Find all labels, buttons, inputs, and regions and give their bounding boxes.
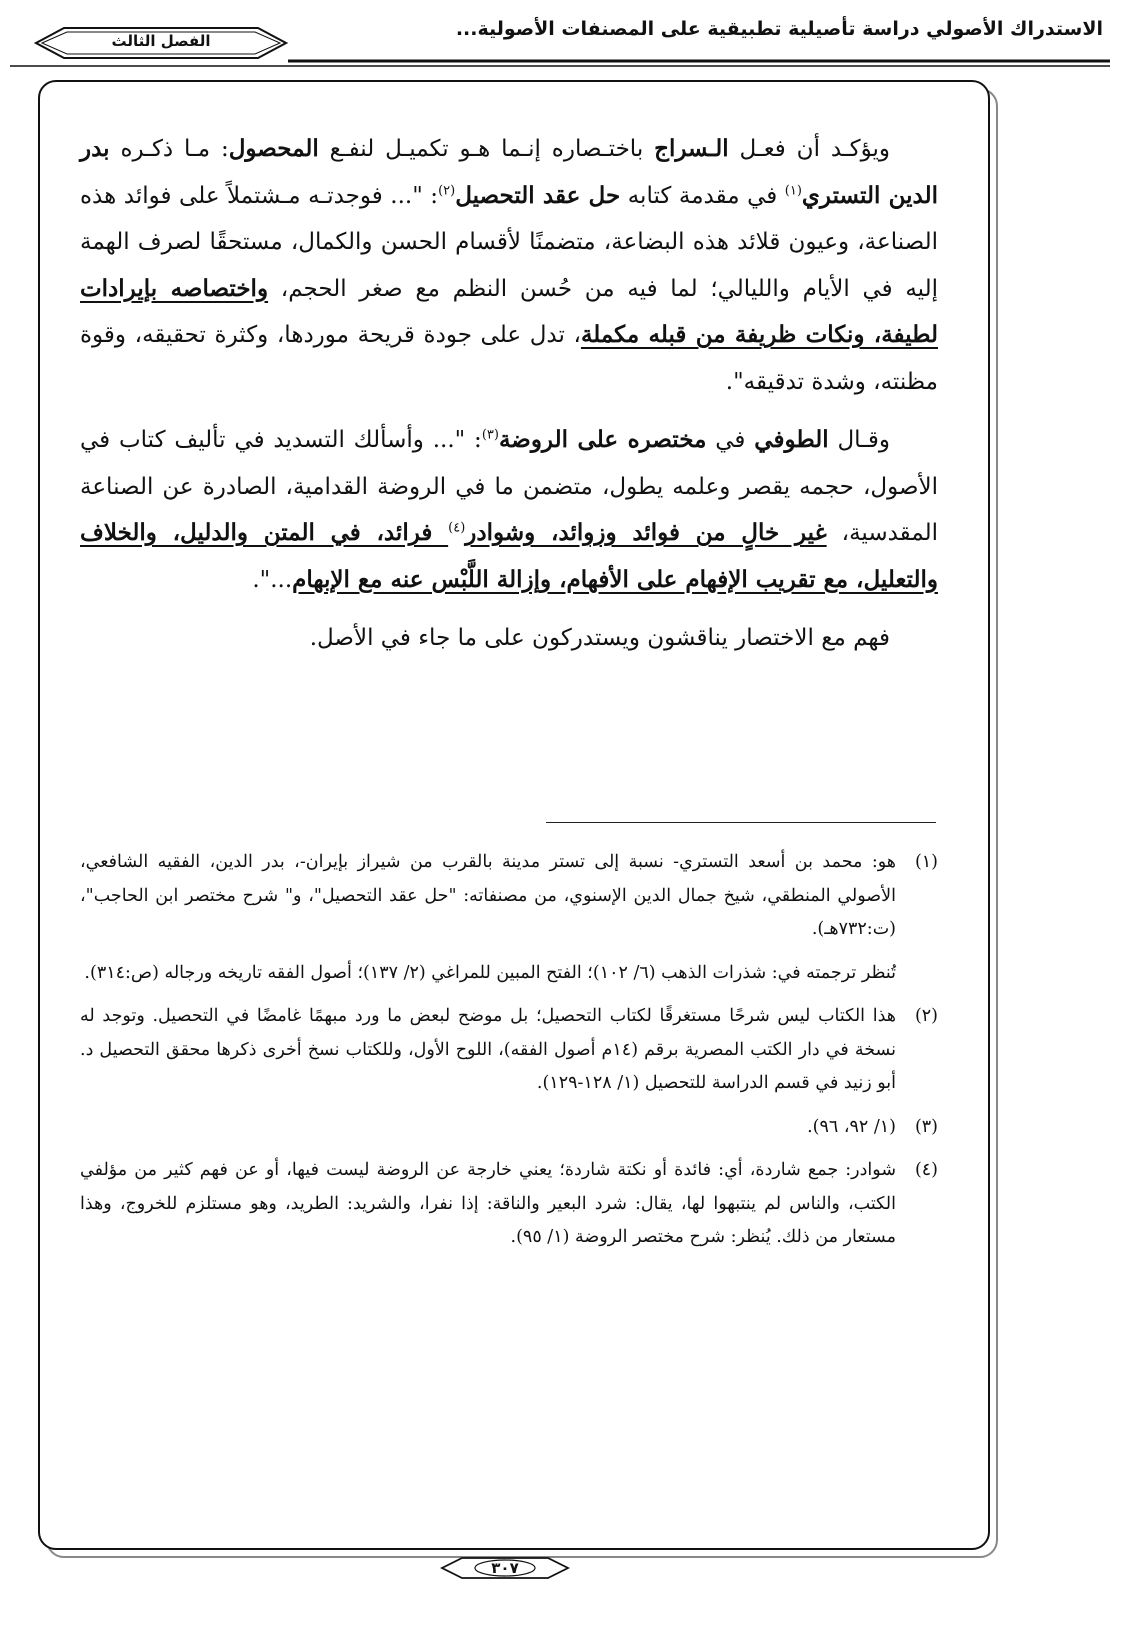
text-span: : "... وأسألك التسديد في تأليف كتاب في الأصول، حجمه يقصر وعلمه يطول، متضمن ما في الروضة القدامية، الصادرة عن الصناعة المقدسية، (80, 427, 939, 546)
footnote-1 (80, 846, 938, 990)
footnote-4 (80, 1154, 938, 1255)
header-rule (0, 59, 1121, 71)
paragraph-2 (80, 417, 938, 603)
text-span: : مـا ذكـره (109, 136, 229, 162)
underlined-quote: فرائد، في المتن والدليل، والخلاف والتعليل، مع تقريب الإفهام على الأفهام، وإزالة اللَّبْس عنه مع الإبهام (80, 519, 938, 593)
page-header (0, 0, 1121, 78)
text-span: في (706, 427, 755, 453)
underlined-quote: غير خالٍ من فوائد وزوائد، وشوادر (465, 519, 827, 546)
footnote-ref: (٣) (481, 427, 499, 443)
footnote-text: (١/ ٩٢، ٩٦). (807, 1116, 896, 1137)
text-span: وقـال (828, 427, 890, 453)
paragraph-3: فهم مع الاختصار يناقشون ويستدركون على ما جاء في الأصل. (309, 625, 890, 651)
footnote-ref: (٤) (448, 520, 466, 536)
chapter-label: الفصل الثالث (111, 32, 211, 50)
footnote-ref: (١) (784, 182, 802, 198)
underlined-quote: واختصاصه بإيرادات لطيفة، ونكات ظريفة من قبله مكملة (80, 274, 938, 348)
text-span: : "... فوجدتـه مـشتملاً على فوائد هذه الصناعة، وعيون قلائد هذه البضاعة، متضمنًا لأقسام الحسن والكمال، مستحقًا لصرف الهمة إليه في الأيام والليالي؛ لما فيه من حُسن النظم مع صغر الحجم، (80, 182, 938, 302)
footnote-number: (٢) (914, 1006, 938, 1026)
page-number-badge (440, 1555, 570, 1581)
page-number: ٣٠٧ (491, 1559, 519, 1577)
text-span: في مقدمة كتابه (620, 182, 785, 209)
footnote-ref: (٢) (438, 182, 456, 198)
text-span: ، تدل على جودة قريحة موردها، وكثرة تحقيقه، وقوة مظنته، وشدة تدقيقه". (80, 322, 938, 395)
footnote-2 (80, 1000, 938, 1101)
footnote-number: (٤) (914, 1160, 938, 1180)
footnote-text: شوادر: جمع شاردة، أي: فائدة أو نكتة شاردة؛ يعني خارجة عن الروضة ليست فيها، أو عن فهم كثير من مؤلفي الكتب، والناس لم ينتبهوا لها، يقال: شرد البعير والناقة: إذا نفرا، والشريد: الطريد، وهو مستلزم للخروج، وهذا مستعار من ذلك. يُنظر: شرح مختصر الروضة (١/ ٩٥). (80, 1160, 896, 1247)
name-tufi: الطوفي (754, 426, 829, 453)
footnotes (80, 846, 938, 1265)
footnote-3 (80, 1111, 938, 1145)
footnote-text: هو: محمد بن أسعد التستري- نسبة إلى تستر مدينة بالقرب من شيراز بإيران-، بدر الدين، الفقيه الشافعي، الأصولي المنطقي، شيخ جمال الدين الإسنوي، من مصنفاته: "حل عقد التحصيل"، و" شرح مختصر ابن الحاجب"، (ت:٧٣٢هـ). (80, 852, 896, 939)
footnote-number: (٣) (914, 1116, 938, 1137)
text-span: ...". (252, 566, 293, 593)
running-title: الاستدراك الأصولي دراسة تأصيلية تطبيقية على المصنفات الأصولية... (455, 18, 1103, 40)
footnote-number: (١) (914, 852, 938, 872)
book-mahsul: المحصول (228, 135, 319, 162)
text-span: باختـصاره إنـما هـو تكميـل لنفـع (318, 136, 655, 162)
book-mukhtasar: مختصره على الروضة (498, 426, 707, 453)
name-siraj: الـسراج (654, 135, 729, 162)
text-span: ويؤكـد أن فعـل (728, 136, 890, 162)
paragraph-1 (80, 126, 938, 405)
footnote-separator (546, 822, 936, 823)
chapter-tag (34, 26, 288, 60)
footnote-text: تُنظر ترجمته في: شذرات الذهب (٦/ ١٠٢)؛ الفتح المبين للمراغي (٢/ ١٣٧)؛ أصول الفقه تاريخه ورجاله (ص:٣١٤). (84, 962, 896, 983)
name-tustari: بدر الدين التستري (80, 135, 938, 209)
book-hall-aqd: حل عقد التحصيل (455, 181, 621, 209)
main-text (80, 126, 938, 662)
footnote-text: هذا الكتاب ليس شرحًا مستغرقًا لكتاب التحصيل؛ بل موضح لبعض ما ورد مبهمًا غامضًا في التحصيل. وتوجد له نسخة في دار الكتب المصرية برقم (١٤م أصول الفقه)، اللوح الأول، وللكتاب نسخ أخرى ذكرها محقق التحصيل د. أبو زنيد في قسم الدراسة للتحصيل (١/ ١٢٨-١٢٩). (80, 1006, 896, 1093)
